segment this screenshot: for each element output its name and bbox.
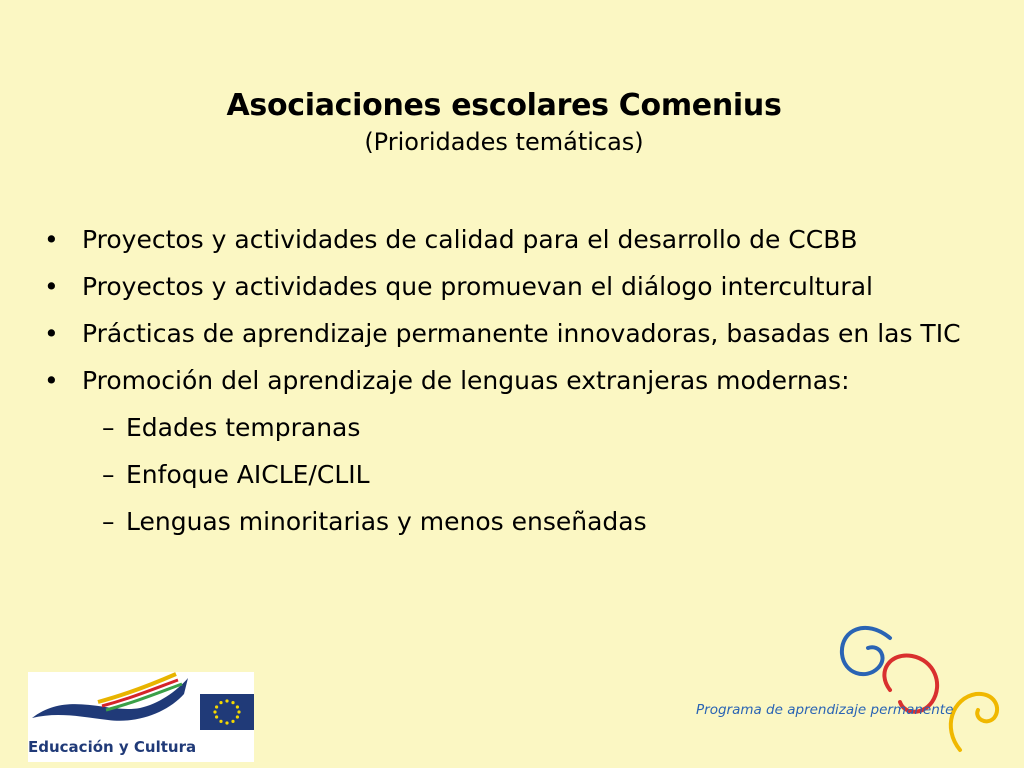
- bullet-list: [44, 224, 974, 553]
- education-culture-caption: Educación y Cultura: [28, 738, 197, 756]
- sub-bullet-text: Lenguas minoritarias y menos enseñadas: [126, 507, 647, 536]
- sub-bullet-text: Edades tempranas: [126, 413, 361, 442]
- bullet-text: Prácticas de aprendizaje permanente innovadoras, basadas en las TIC: [82, 319, 961, 348]
- bullet-text: Promoción del aprendizaje de lenguas extranjeras modernas:: [82, 366, 850, 395]
- dash-mark: –: [102, 413, 115, 442]
- swoosh-flag-icon: [28, 672, 254, 738]
- bullet-mark: •: [44, 366, 59, 395]
- slide-subtitle: (Prioridades temáticas): [364, 128, 644, 156]
- program-caption: Programa de aprendizaje permanente: [696, 702, 954, 718]
- bullet-mark: •: [44, 225, 59, 254]
- bullet-text: Proyectos y actividades de calidad para el desarrollo de CCBB: [82, 225, 858, 254]
- spiral-icon: [690, 618, 1010, 758]
- sub-bullet-text: Enfoque AICLE/CLIL: [126, 460, 370, 489]
- lifelong-learning-logo: [690, 618, 1010, 758]
- sub-list-item: [102, 506, 974, 538]
- bullet-mark: •: [44, 319, 59, 348]
- list-item: [44, 318, 974, 350]
- bullet-mark: •: [44, 272, 59, 301]
- education-culture-logo: [28, 672, 254, 762]
- sub-list-item: [102, 459, 974, 491]
- list-item: [44, 365, 974, 397]
- list-item: [44, 224, 974, 256]
- bullet-text: Proyectos y actividades que promuevan el diálogo intercultural: [82, 272, 873, 301]
- sub-list-item: [102, 412, 974, 444]
- title-block: [0, 88, 1008, 156]
- dash-mark: –: [102, 507, 115, 536]
- list-item: [44, 271, 974, 303]
- dash-mark: –: [102, 460, 115, 489]
- slide-title: Asociaciones escolares Comenius: [226, 88, 782, 123]
